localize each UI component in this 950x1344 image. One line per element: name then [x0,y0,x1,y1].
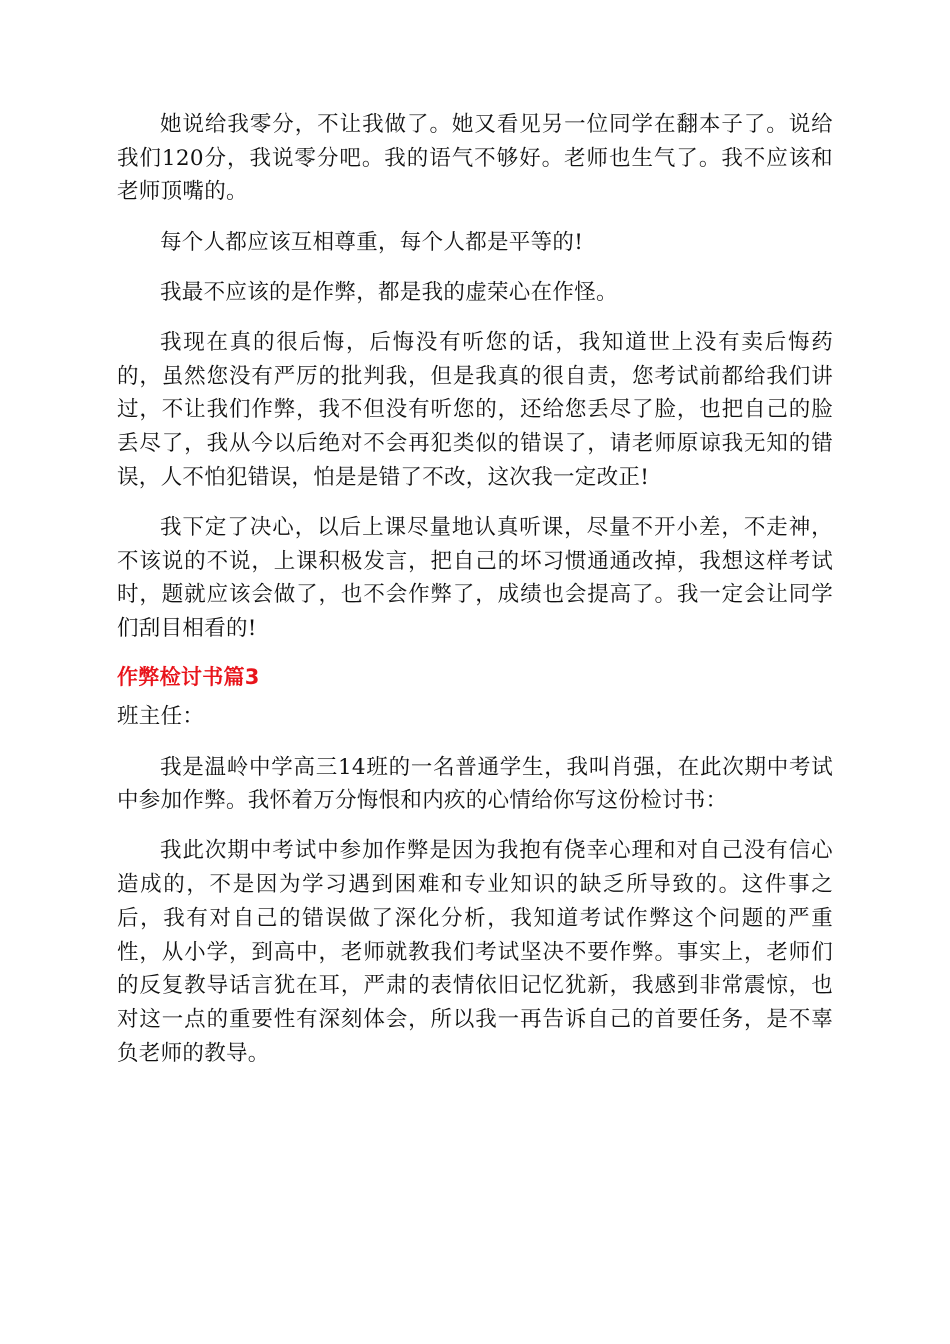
paragraph-mutual-respect: 每个人都应该互相尊重，每个人都是平等的! [160,229,584,255]
paragraph-introduction: 我是温岭中学高三14班的一名普通学生，我叫肖强，在此次期中考试中参加作弊。我怀着万分悔恨和内疚的心情给你写这份检讨书： [117,754,833,814]
paragraph-regret: 我现在真的很后悔，后悔没有听您的话，我知道世上没有卖后悔药的，虽然您没有严厉的批判我，但是我真的很自责，您考试前都给我们讲过，不让我们作弊，我不但没有听您的，还给您丢尽了脸，也把自己的脸丢尽了，我从今以后绝对不会再犯类似的错误了，请老师原谅我无知的错误，人不怕犯错误，怕是是错了不改，这次我一定改正! [117,330,833,490]
section-heading: 作弊检讨书篇3 [117,665,260,690]
salutation: 班主任： [117,704,205,730]
paragraph-zero-score: 她说给我零分，不让我做了。她又看见另一位同学在翻本子了。说给我们120分，我说零分吧。我的语气不够好。老师也生气了。我不应该和老师顶嘴的。 [117,112,833,205]
paragraph-analysis: 我此次期中考试中参加作弊是因为我抱有侥幸心理和对自己没有信心造成的，不是因为学习遇到困难和专业知识的缺乏所导致的。这件事之后，我有对自己的错误做了深化分析，我知道考试作弊这个问题的严重性，从小学，到高中，老师就教我们考试坚决不要作弊。事实上，老师们的反复教导话言犹在耳，严肃的表情依旧记忆犹新，我感到非常震惊，也对这一点的重要性有深刻体会，所以我一再告诉自己的首要任务，是不辜负老师的教导。 [117,838,833,1066]
paragraph-determination: 我下定了决心，以后上课尽量地认真听课，尽量不开小差，不走神，不该说的不说，上课积极发言，把自己的坏习惯通通改掉，我想这样考试时，题就应该会做了，也不会作弊了，成绩也会提高了。我一定会让同学们刮目相看的! [117,515,833,642]
paragraph-vanity: 我最不应该的是作弊，都是我的虚荣心在作怪。 [160,279,618,305]
document-page [117,108,833,1087]
